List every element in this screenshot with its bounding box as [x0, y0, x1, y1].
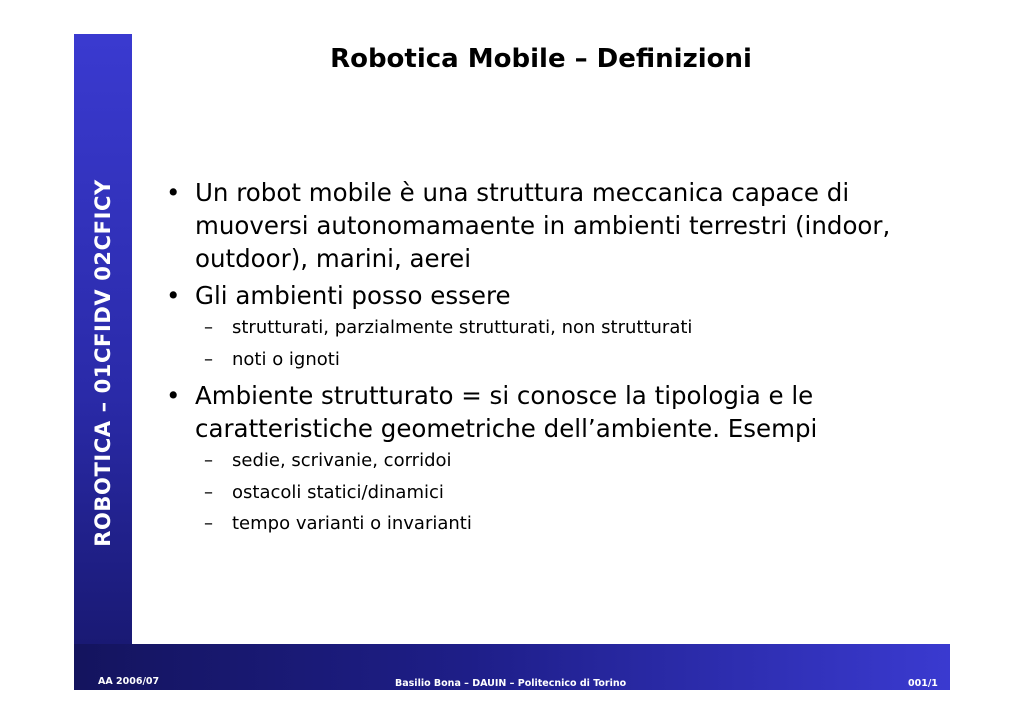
sidebar-course-label: ROBOTICA – 01CFIDV 02CFICY	[91, 179, 115, 547]
slide-content	[162, 176, 942, 540]
sub-bullet-marker: –	[204, 317, 213, 338]
sub-bullet-marker: –	[204, 481, 213, 503]
bullet-item	[162, 379, 942, 445]
sub-bullet-item	[162, 312, 942, 344]
bullet-item	[162, 176, 942, 275]
bullet-text: Ambiente strutturato = si conosce la tipologia e le caratteristiche geometriche dell’ambiente. Esempi	[195, 381, 818, 443]
slide-title: Robotica Mobile – Definizioni	[330, 44, 752, 74]
bullet-marker: •	[166, 381, 181, 410]
sub-bullet-item	[162, 508, 942, 540]
footer-author: Basilio Bona – DAUIN – Politecnico di Torino	[395, 678, 627, 689]
sub-bullet-text: sedie, scrivanie, corridoi	[232, 450, 452, 471]
sub-bullet-marker: –	[204, 450, 213, 471]
sub-bullet-text: ostacoli statici/dinamici	[232, 481, 444, 503]
sub-bullet-text: strutturati, parzialmente strutturati, non strutturati	[232, 317, 693, 338]
sub-bullet-marker: –	[204, 348, 213, 370]
sub-bullet-item	[162, 445, 942, 477]
sub-bullet-text: noti o ignoti	[232, 348, 340, 370]
sub-bullet-text: tempo varianti o invarianti	[232, 513, 472, 534]
footer-page-number: 001/1	[908, 678, 938, 689]
sub-bullet-item	[162, 344, 942, 376]
bullet-text: Un robot mobile è una struttura meccanica capace di muoversi autonomamaente in ambienti terrestri (indoor, outdoor), marini, aerei	[195, 178, 891, 273]
bullet-marker: •	[166, 281, 181, 310]
sub-bullet-item	[162, 477, 942, 509]
bullet-text: Gli ambienti posso essere	[195, 281, 511, 310]
bullet-item	[162, 279, 942, 312]
bullet-marker: •	[166, 178, 181, 207]
footer-academic-year: AA 2006/07	[98, 676, 160, 687]
sub-bullet-marker: –	[204, 513, 213, 534]
